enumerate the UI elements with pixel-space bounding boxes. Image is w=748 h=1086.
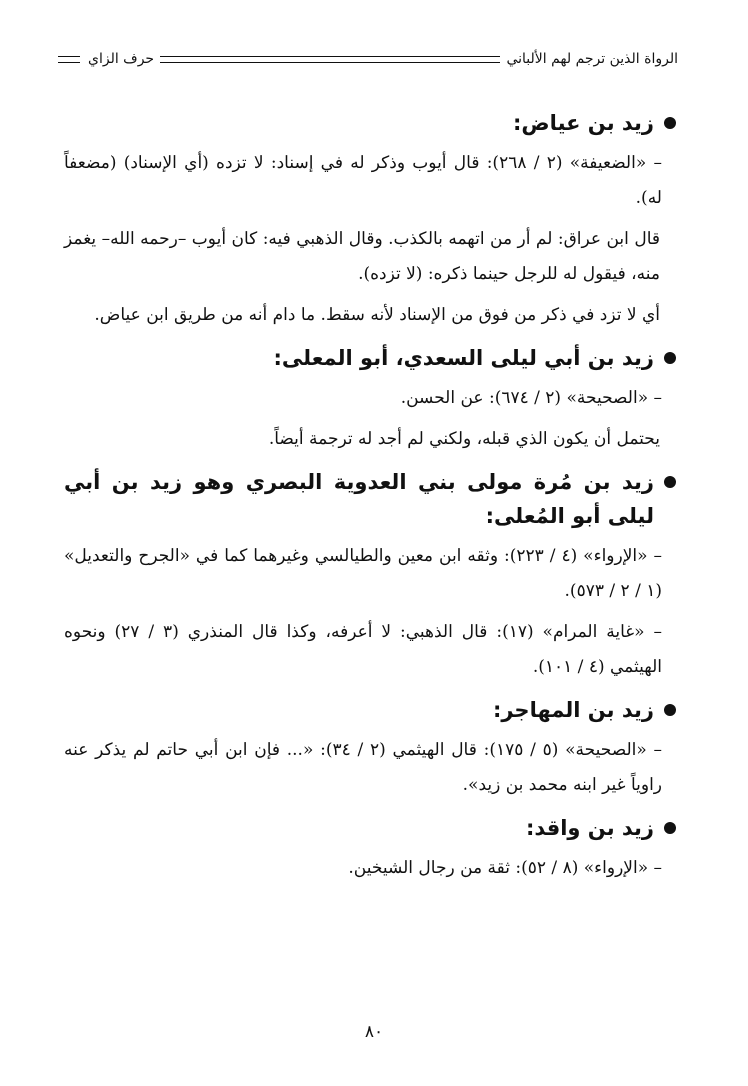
entry-paragraph: – «الصحيحة» (٥ / ١٧٥): قال الهيثمي (٢ / ٣٤): «... فإن ابن أبي حاتم لم يذكر عنه راوياً غير ابنه محمد بن زيد».: [64, 740, 662, 795]
entry-zaid-ibn-al-muhajir: [64, 693, 676, 803]
bullet-icon: [664, 704, 676, 716]
header-double-rule: [58, 56, 80, 63]
entry-paragraph: – «الضعيفة» (٢ / ٢٦٨): قال أيوب وذكر له في إسناد: لا تزده (أي الإسناد) (مضعفاً له).: [64, 153, 662, 208]
entry-paragraph: – «الإرواء» (٤ / ٢٢٣): وثقه ابن معين والطيالسي وغيرهما كما في «الجرح والتعديل» (١ / ٢ / ٥٧٣).: [64, 546, 662, 601]
header-section: حرف الزاي: [88, 51, 155, 67]
page-number: ٨٠: [364, 1022, 384, 1042]
entry-zaid-ibn-murra: [64, 465, 676, 685]
entry-paragraph: أي لا تزد في ذكر من فوق من الإسناد لأنه سقط. ما دام أنه من طريق ابن عياض.: [94, 305, 660, 325]
bullet-icon: [664, 822, 676, 834]
entry-paragraph: – «الصحيحة» (٢ / ٦٧٤): عن الحسن.: [400, 388, 662, 408]
entry-heading: زيد بن واقد:: [64, 811, 676, 845]
entry-zaid-ibn-ayyad: [64, 106, 676, 333]
bullet-icon: [664, 476, 676, 488]
page-body: [64, 98, 676, 892]
bullet-icon: [664, 117, 676, 129]
entry-paragraph: قال ابن عراق: لم أر من اتهمه بالكذب. وقال الذهبي فيه: كان أيوب –رحمه الله– يغمز منه، فيقول له للرجل حينما ذكره: (لا تزده).: [64, 229, 660, 284]
header-rule: [160, 56, 500, 63]
entry-heading: زيد بن عياض:: [64, 106, 676, 140]
entry-heading: زيد بن المهاجر:: [64, 693, 676, 727]
header-book-title: الرواة الذين ترجم لهم الألباني: [506, 51, 678, 67]
entry-paragraph: – «الإرواء» (٨ / ٥٢): ثقة من رجال الشيخين.: [348, 858, 662, 878]
entry-heading: زيد بن مُرة مولى بني العدوية البصري وهو زيد بن أبي ليلى أبو المُعلى:: [64, 465, 676, 533]
entry-heading: زيد بن أبي ليلى السعدي، أبو المعلى:: [64, 341, 676, 375]
entry-zaid-ibn-waqid: [64, 811, 676, 886]
entry-paragraph: يحتمل أن يكون الذي قبله، ولكني لم أجد له ترجمة أيضاً.: [268, 429, 660, 449]
bullet-icon: [664, 352, 676, 364]
entry-paragraph: – «غاية المرام» (١٧): قال الذهبي: لا أعرفه، وكذا قال المنذري (٣ / ٢٧) ونحوه الهيثمي (٤ / ١٠١).: [64, 622, 662, 677]
page-header: [58, 44, 678, 74]
entry-zaid-ibn-abi-layla: [64, 341, 676, 457]
